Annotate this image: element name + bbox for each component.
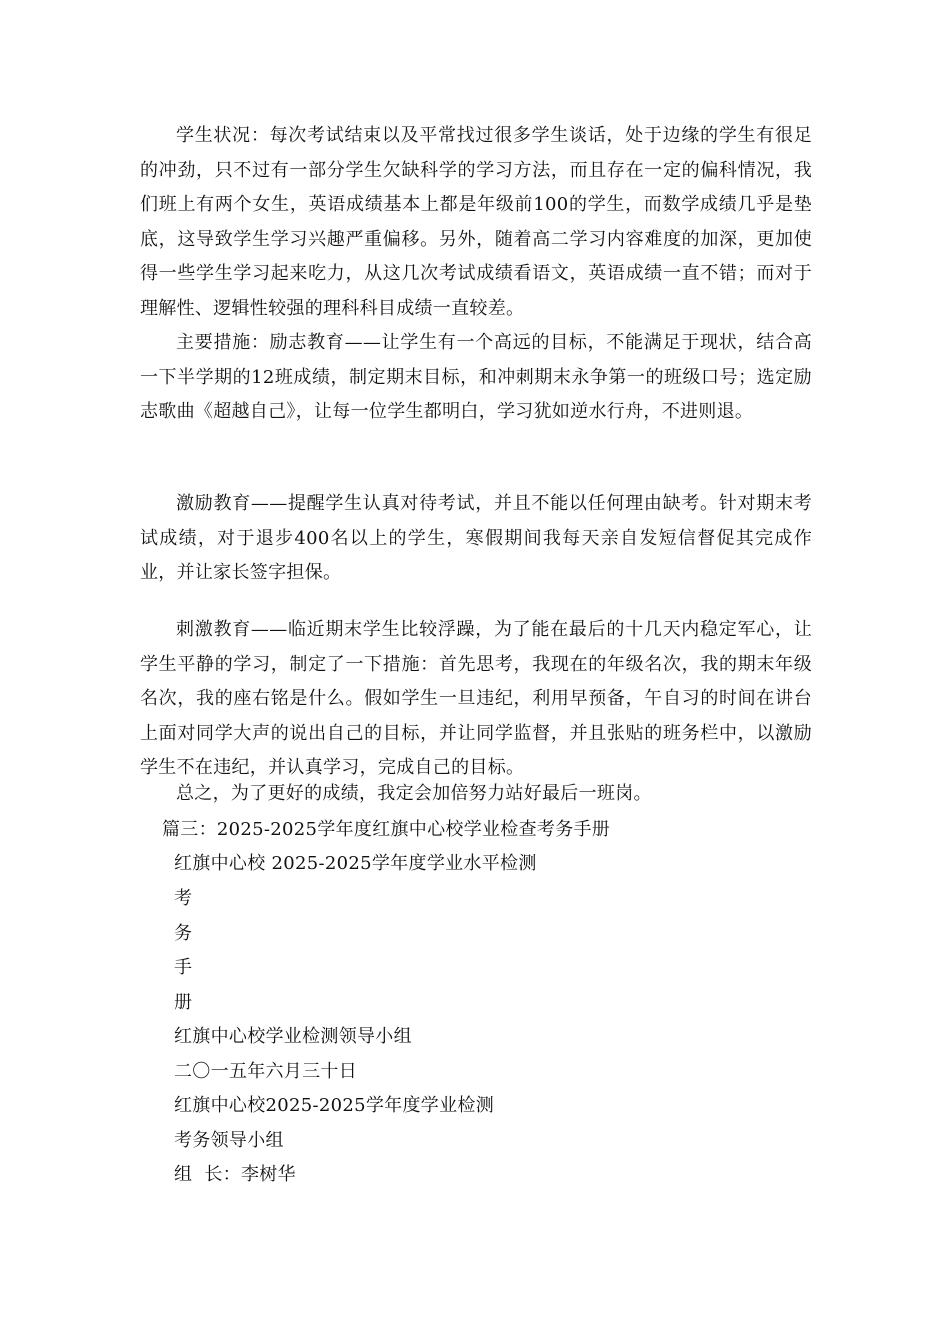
paragraph-student-status: 学生状况：每次考试结束以及平常找过很多学生谈话，处于边缘的学生有很足的冲劲，只不过有一部分学生欠缺科学的学习方法，而且存在一定的偏科情况，我们班上有两个女生，英语成绩基本上都是年级前100的学生，而数学成绩几乎是垫底，这导致学生学习兴趣严重偏移。另外，随着高二学习内容难度的加深，更加使得一些学生学习起来吃力，从这几次考试成绩看语文，英语成绩一直不错；而对于理解性、逻辑性较强的理科科目成绩一直较差。: [140, 125, 812, 319]
paragraph-conclusion: 总之，为了更好的成绩，我定会加倍努力站好最后一班岗。: [176, 783, 652, 804]
section-heading: 篇三：2025-2025学年度红旗中心校学业检查考务手册: [162, 819, 611, 840]
committee-leader: 组 长：李树华: [174, 1164, 296, 1185]
paragraph-stimulus-education: 刺激教育——临近期末学生比较浮躁，为了能在最后的十几天内稳定军心，让学生平静的学习，制定了一下措施：首先思考，我现在的年级名次，我的期末年级名次，我的座右铭是什么。假如学生一旦违纪，利用早预备，午自习的时间在讲台上面对同学大声的说出自己的目标，并让同学监督，并且张贴的班务栏中，以激励学生不在违纪，并认真学习，完成自己的目标。: [140, 619, 812, 778]
cover-issuer: 红旗中心校学业检测领导小组: [174, 1026, 412, 1047]
cover-char-wu: 务: [174, 923, 193, 944]
cover-date: 二〇一五年六月三十日: [174, 1061, 357, 1082]
cover-char-ce: 册: [174, 992, 193, 1013]
committee-title: 红旗中心校2025-2025学年度学业检测: [174, 1095, 494, 1116]
paragraph-main-measures: 主要措施：励志教育——让学生有一个高远的目标，不能满足于现状，结合高一下半学期的12班成绩，制定期末目标，和冲刺期末永争第一的班级口号；选定励志歌曲《超越自己》，让每一位学生都明白，学习犹如逆水行舟，不进则退。: [140, 332, 812, 422]
paragraph-incentive-education: 激励教育——提醒学生认真对待考试，并且不能以任何理由缺考。针对期末考试成绩，对于退步400名以上的学生，寒假期间我每天亲自发短信督促其完成作业，并让家长签字担保。: [140, 493, 812, 583]
cover-title-line: 红旗中心校 2025-2025学年度学业水平检测: [174, 853, 537, 874]
committee-subtitle: 考务领导小组: [174, 1130, 284, 1151]
cover-char-shou: 手: [174, 957, 193, 978]
cover-char-kao: 考: [174, 888, 193, 909]
